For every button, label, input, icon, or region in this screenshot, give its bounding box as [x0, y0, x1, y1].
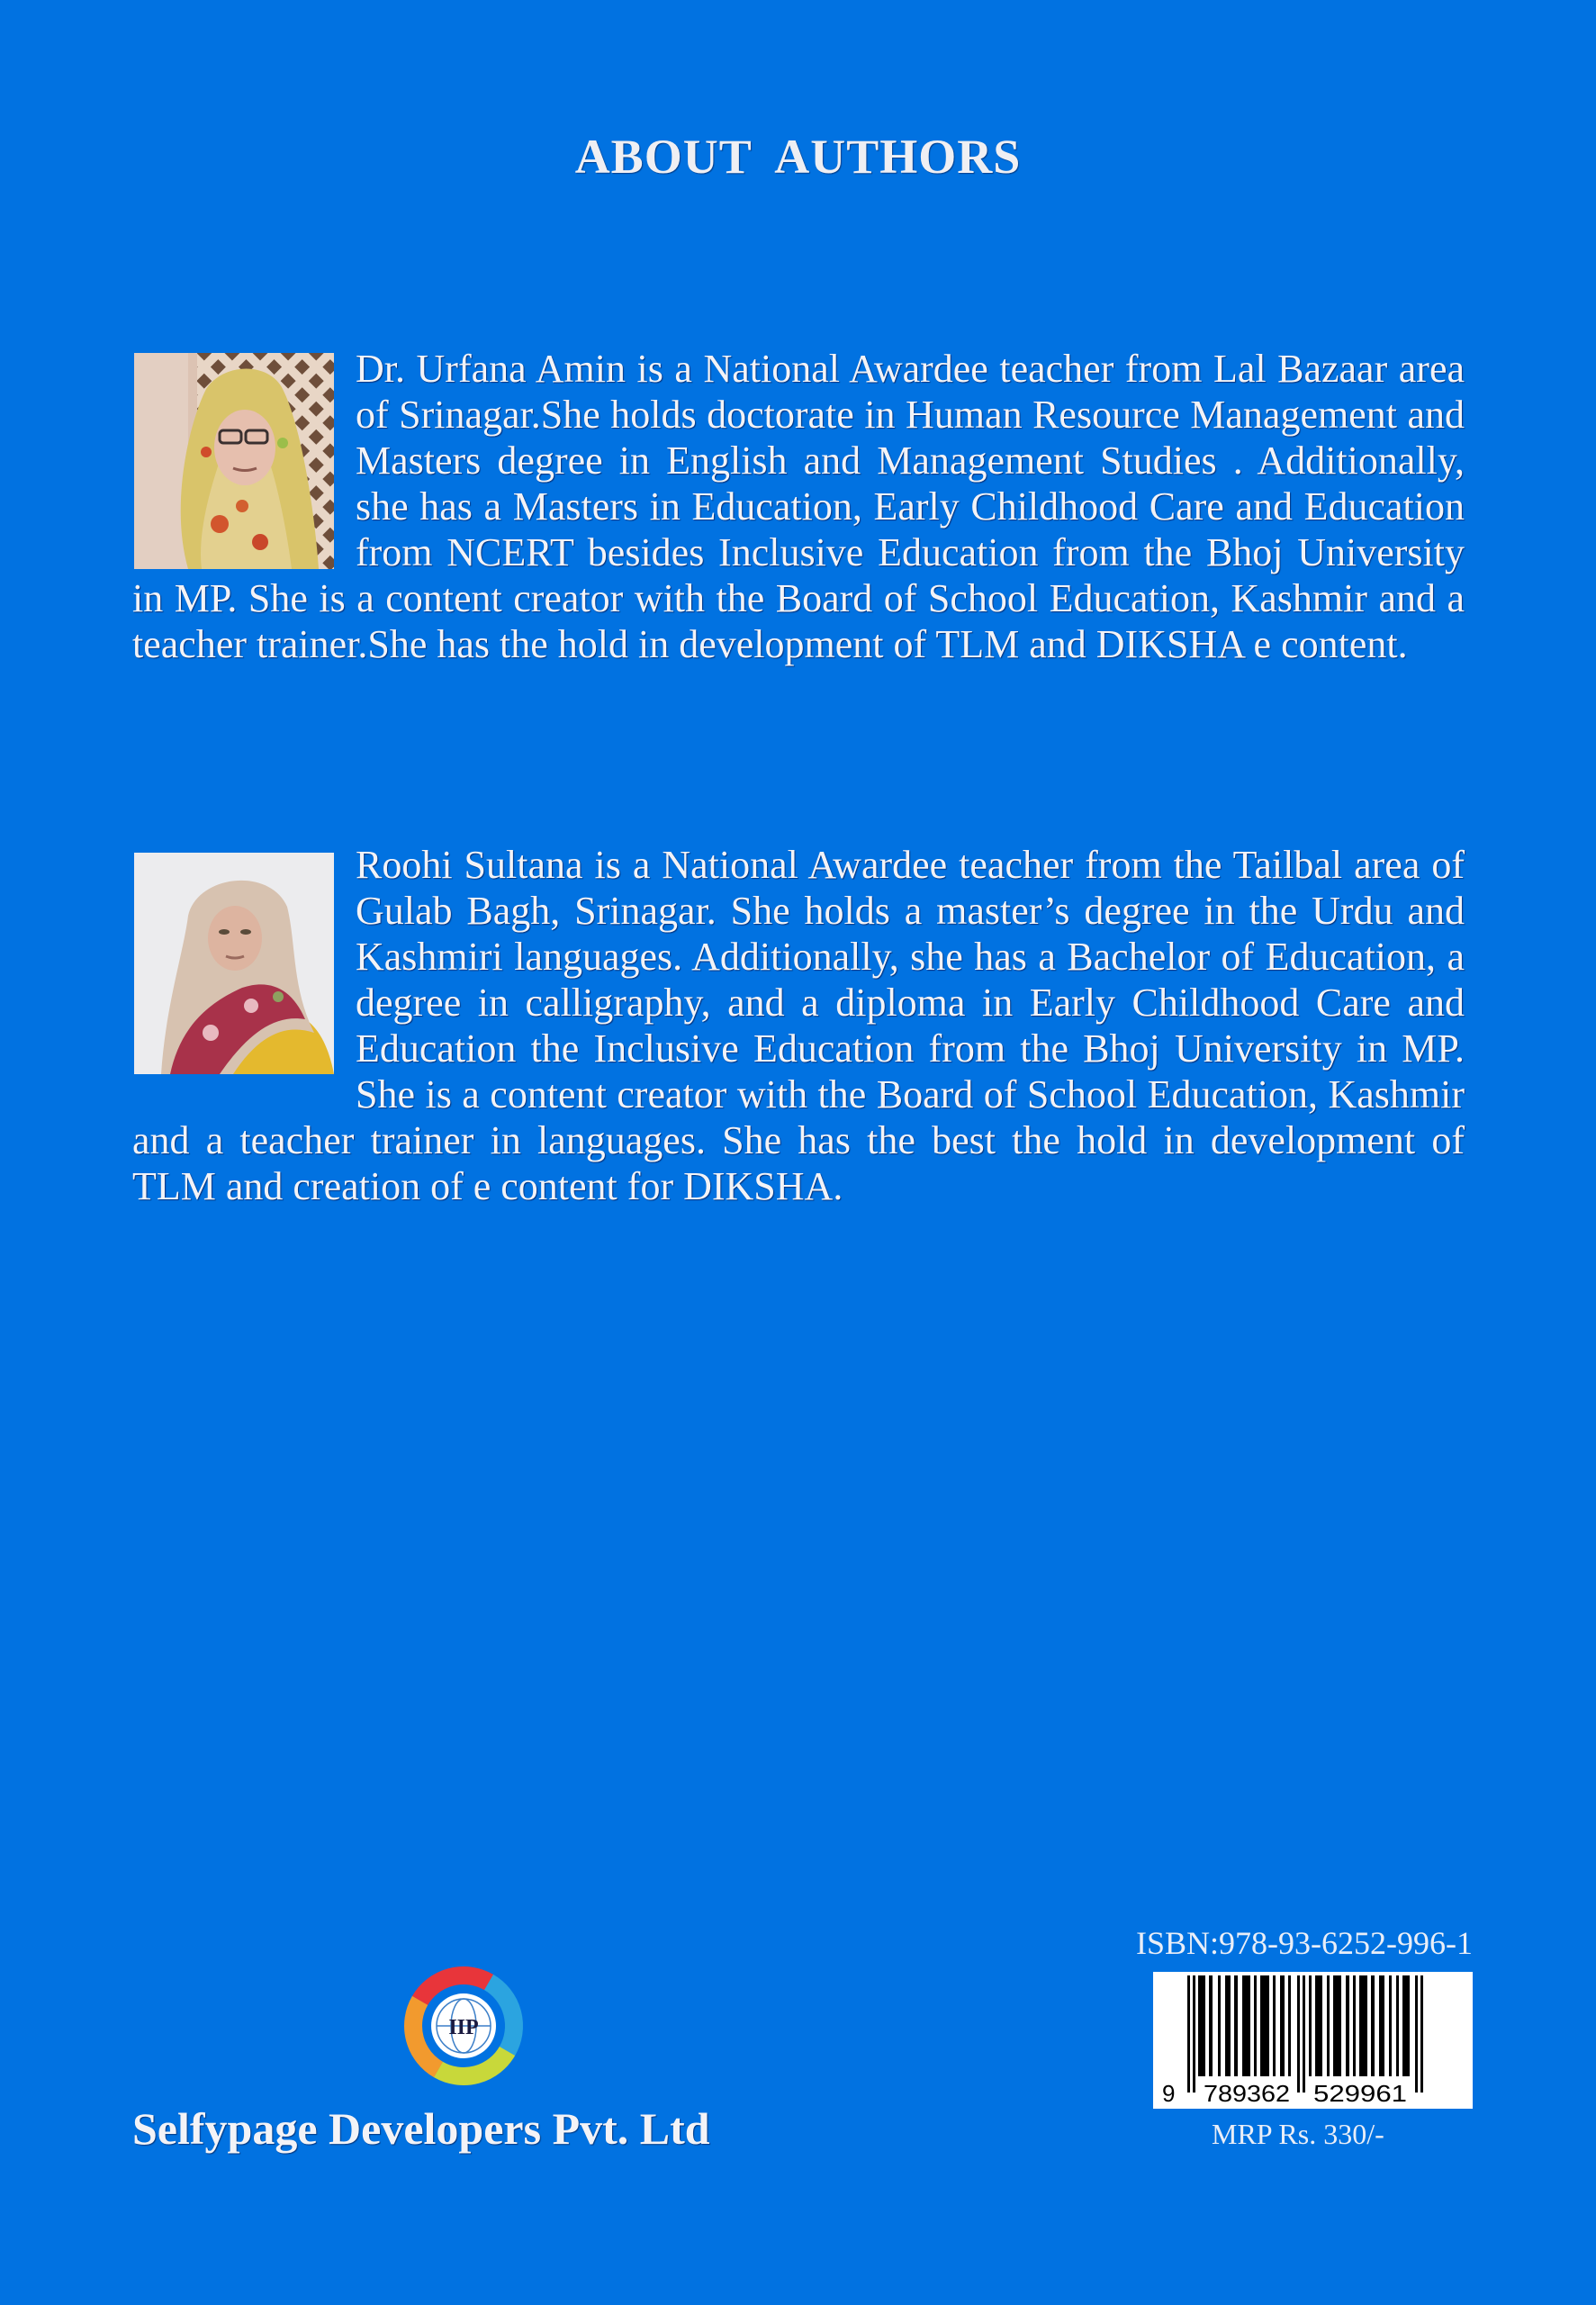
isbn-label: ISBN:978-93-6252-996-1 — [1136, 1925, 1473, 1961]
price-label: MRP Rs. 330/- — [1212, 2118, 1384, 2150]
author-photo-roohi-sultana — [134, 853, 334, 1074]
barcode-icon — [1153, 1972, 1473, 2109]
page-title: ABOUT AUTHORS — [574, 130, 1022, 184]
author-bio-section — [132, 346, 1465, 667]
portrait-icon — [134, 853, 334, 1074]
portrait-icon — [134, 353, 334, 569]
author-bio-text: Roohi Sultana is a National Awardee teacher from the Tailbal area of Gulab Bagh, Srinagar. She holds a master’s degree in the Urdu and Kashmiri languages. Additionally, she has a Bachelor of Education, a degree in calligraphy, and a diploma in Early Childhood Care and Education the Inclusive Education from the Bhoj University in MP. She is a content creator with the Board of School Education, Kashmir and a teacher trainer in languages. She has the best the hold in development of TLM and creation of e content for DIKSHA. — [132, 843, 1465, 1208]
svg-text:529961: 529961 — [1313, 2080, 1407, 2107]
publisher-logo — [396, 1963, 531, 2089]
svg-text:IIP: IIP — [448, 2016, 479, 2039]
author-bio-text: Dr. Urfana Amin is a National Awardee teacher from Lal Bazaar area of Srinagar.She holds doctorate in Human Resource Management and Masters degree in English and Management Studies . Additionally, she has a Masters in Education, Early Childhood Care and Education from NCERT besides Inclusive Education from the Bhoj University in MP. She is a content creator with the Board of School Education, Kashmir and a teacher trainer.She has the hold in development of TLM and DIKSHA e content. — [132, 347, 1465, 666]
publisher-name: Selfypage Developers Pvt. Ltd — [132, 2103, 710, 2154]
author-bio-section — [132, 842, 1465, 1209]
svg-text:789362: 789362 — [1204, 2080, 1290, 2107]
author-photo-urfana-amin — [134, 353, 334, 569]
svg-text:9: 9 — [1162, 2080, 1176, 2107]
isbn-barcode — [1153, 1972, 1473, 2109]
iip-logo-icon — [396, 1963, 531, 2089]
